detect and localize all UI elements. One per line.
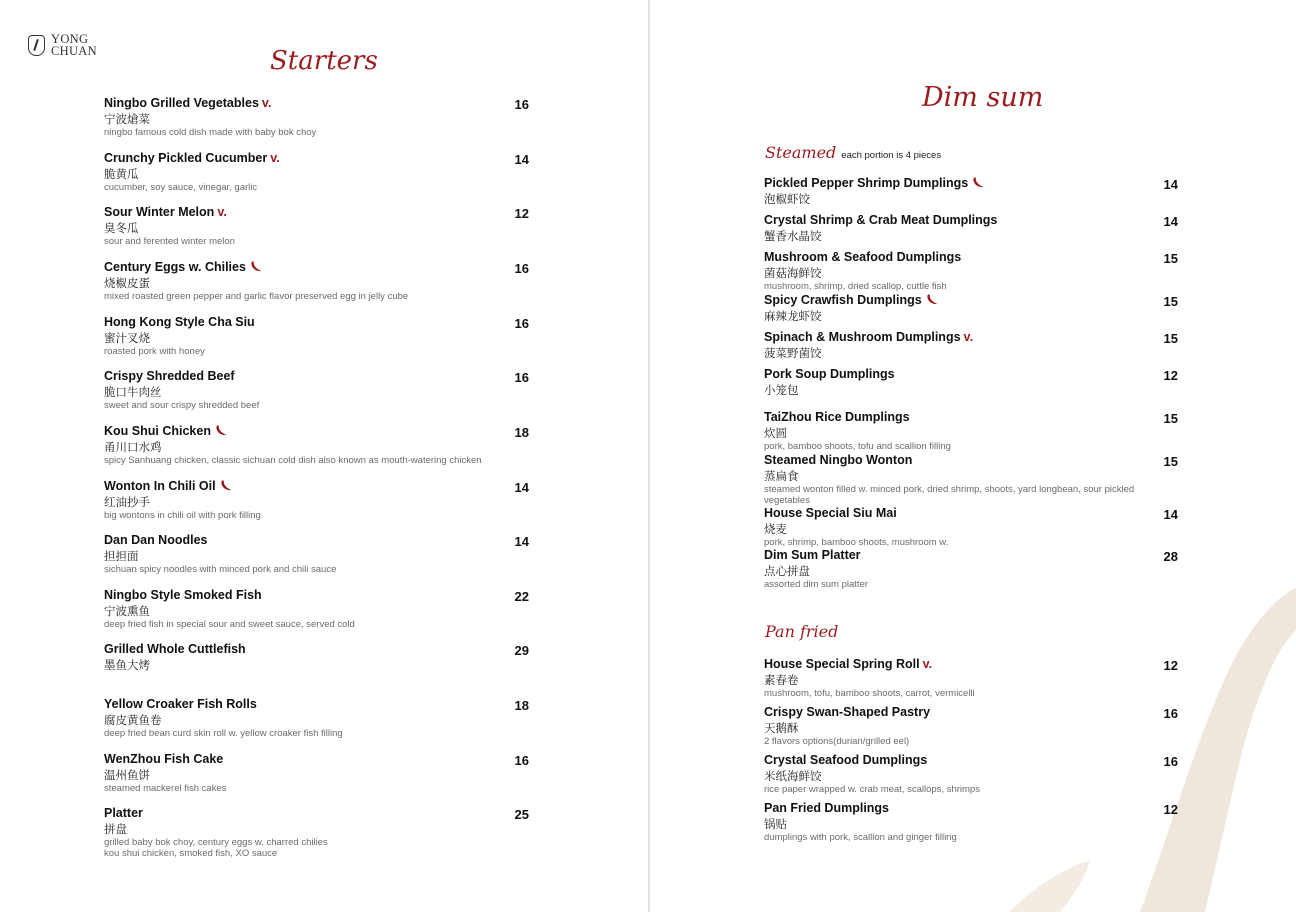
item-name-text: Spinach & Mushroom Dumplings [764,330,961,344]
steamed-title: Steamed [765,143,837,162]
right-page [650,0,1296,912]
item-name-text: Crispy Swan-Shaped Pastry [764,705,931,719]
item-chinese-name: 宁波熗菜 [104,112,150,126]
item-name-text: TaiZhou Rice Dumplings [764,410,910,424]
item-price: 15 [1163,251,1178,266]
item-price: 12 [1163,368,1178,383]
item-description: grilled baby bok choy, century eggs w. charred chilies [104,837,328,848]
item-chinese-name: 菠菜野菌饺 [764,346,822,360]
item-name-text: Spicy Crawfish Dumplings [764,293,922,307]
item-description-line2: kou shui chicken, smoked fish, XO sauce [104,848,278,859]
item-description: rice paper wrapped w. crab meat, scallops, shrimps [764,784,980,795]
steamed-item [764,213,1136,244]
item-description: mushroom, shrimp, dried scallop, cuttle fish [764,281,947,292]
item-chinese-name: 臭冬瓜 [104,221,139,235]
panfried-title: Pan fried [765,622,839,641]
item-name [104,424,504,439]
item-chinese-name: 脆口牛肉丝 [104,385,162,399]
item-chinese-name: 炊圆 [764,426,787,440]
item-price: 29 [514,643,529,658]
item-price: 14 [1163,214,1178,229]
chili-pepper-icon [215,425,227,436]
item-price: 18 [514,698,529,713]
item-chinese-name: 烧椒皮蛋 [104,276,150,290]
chili-pepper-icon [972,177,984,188]
item-price: 22 [514,589,529,604]
item-description: pork, shrimp, bamboo shoots, mushroom w. [764,537,949,548]
item-description: ningbo famous cold dish made with baby bok choy [104,127,317,138]
item-name [104,151,504,166]
starter-item [104,205,504,247]
item-description: mixed roasted green pepper and garlic flavor preserved egg in jelly cube [104,291,409,302]
item-description: steamed mackerel fish cakes [104,783,227,794]
steamed-item [764,506,1136,548]
item-name [764,753,1136,768]
panfried-item [764,705,1136,747]
item-description: sweet and sour crispy shredded beef [104,400,260,411]
item-name-text: Steamed Ningbo Wonton [764,453,913,467]
item-chinese-name: 菌菇海鲜饺 [764,266,822,280]
item-name [104,806,504,821]
steamed-item [764,293,1136,324]
item-name [104,479,504,494]
brand-name [51,33,97,57]
item-description: roasted pork with honey [104,346,205,357]
item-name-text: Ningbo Style Smoked Fish [104,588,262,602]
item-chinese-name: 蒸扁食 [764,469,799,483]
vegetarian-badge: v. [963,330,974,344]
item-description: sour and ferented winter melon [104,236,235,247]
starter-item [104,315,504,357]
starter-item [104,96,504,138]
item-name-text: Hong Kong Style Cha Siu [104,315,255,329]
item-price: 14 [1163,507,1178,522]
chili-pepper-icon [220,480,232,491]
item-name [764,548,1136,563]
item-name-text: House Special Siu Mai [764,506,897,520]
item-name [764,330,1136,345]
item-name-text: Dim Sum Platter [764,548,861,562]
item-name-text: Sour Winter Melon [104,205,215,219]
steamed-heading [765,143,941,162]
item-name-text: Ningbo Grilled Vegetables [104,96,259,110]
item-name [764,657,1136,672]
item-chinese-name: 蜜汁叉烧 [104,331,150,345]
item-price: 16 [514,261,529,276]
starter-item [104,588,504,630]
item-name-text: Mushroom & Seafood Dumplings [764,250,962,264]
steamed-item [764,176,1136,207]
item-chinese-name: 腐皮黄鱼卷 [104,713,162,727]
item-chinese-name: 红油抄手 [104,495,150,509]
item-name-text: Kou Shui Chicken [104,424,211,438]
item-name-text: Dan Dan Noodles [104,533,208,547]
starter-item [104,642,504,673]
item-price: 16 [514,316,529,331]
item-name-text: Pan Fried Dumplings [764,801,890,815]
item-name-text: Pickled Pepper Shrimp Dumplings [764,176,969,190]
dimsum-title: Dim sum [922,82,1044,113]
item-name-text: Grilled Whole Cuttlefish [104,642,246,656]
item-price: 16 [1163,706,1178,721]
item-chinese-name: 点心拼盘 [764,564,810,578]
item-name [764,453,1136,468]
item-chinese-name: 烧麦 [764,522,787,536]
steamed-item [764,250,1136,292]
chili-pepper-icon [250,261,262,272]
item-name [104,588,504,603]
chili-pepper-icon [926,294,938,305]
item-chinese-name: 天鹅酥 [764,721,799,735]
item-name [104,533,504,548]
starter-item [104,151,504,193]
brand-line2: CHUAN [51,44,97,58]
item-name [764,293,1136,308]
item-name [104,260,504,275]
starter-item [104,424,504,466]
item-name-text: WenZhou Fish Cake [104,752,224,766]
item-price: 16 [514,753,529,768]
item-name [764,213,1136,228]
steamed-item [764,330,1136,361]
vegetarian-badge: v. [270,151,280,165]
item-chinese-name: 甬川口水鸡 [104,440,162,454]
item-price: 12 [1163,802,1178,817]
item-chinese-name: 宁波熏鱼 [104,604,150,618]
item-description: spicy Sanhuang chicken, classic sichuan cold dish also known as mouth-watering chicken [104,455,482,466]
item-price: 14 [514,534,529,549]
starters-title: Starters [270,46,378,76]
item-price: 14 [514,480,529,495]
item-price: 25 [514,807,529,822]
steamed-note: each portion is 4 pieces [841,150,942,161]
item-price: 12 [1163,658,1178,673]
item-name [764,367,1136,382]
item-price: 14 [1163,177,1178,192]
starter-item [104,369,504,411]
item-name-text: Crispy Shredded Beef [104,369,235,383]
item-description: mushroom, tofu, bamboo shoots, carrot, vermicelli [764,688,975,699]
item-description: assorted dim sum platter [764,579,869,590]
panfried-item [764,801,1136,843]
item-price: 18 [514,425,529,440]
item-name [764,410,1136,425]
item-name [104,315,504,330]
item-description: deep fried bean curd skin roll w. yellow croaker fish filling [104,728,343,739]
item-name [104,369,504,384]
item-description: big wontons in chili oil with pork filling [104,510,261,521]
steamed-item [764,367,1136,398]
item-description: cucumber, soy sauce, vinegar, garlic [104,182,258,193]
item-name-text: Yellow Croaker Fish Rolls [104,697,257,711]
vegetarian-badge: v. [261,96,272,110]
brand-line1: YONG [51,32,89,46]
starter-item [104,260,504,302]
item-name [764,801,1136,816]
item-name [104,96,504,111]
panfried-item [764,657,1136,699]
item-name [104,752,504,767]
item-description: dumplings with pork, scallion and ginger filling [764,832,957,843]
item-name-text: Wonton In Chili Oil [104,479,216,493]
item-price: 16 [1163,754,1178,769]
item-chinese-name: 担担面 [104,549,139,563]
vegetarian-badge: v. [922,657,933,671]
item-description: steamed wonton filled w. minced pork, dried shrimp, shoots, yard longbean, sour pickled vegetables [764,484,1135,506]
item-name [764,705,1136,720]
starter-item [104,806,504,859]
item-name-text: Platter [104,806,143,820]
item-chinese-name: 蟹香水晶饺 [764,229,822,243]
item-price: 15 [1163,411,1178,426]
item-chinese-name: 素春卷 [764,673,799,687]
item-chinese-name: 拼盘 [104,822,127,836]
steamed-item [764,548,1136,590]
item-price: 28 [1163,549,1178,564]
item-chinese-name: 麻辣龙虾饺 [764,309,822,323]
item-price: 14 [514,152,529,167]
item-description: sichuan spicy noodles with minced pork and chili sauce [104,564,337,575]
starter-item [104,533,504,575]
steamed-item [764,453,1136,506]
item-price: 15 [1163,331,1178,346]
item-chinese-name: 泡椒虾饺 [764,192,810,206]
item-name [104,642,504,657]
item-chinese-name: 脆黄瓜 [104,167,139,181]
item-name-text: Pork Soup Dumplings [764,367,895,381]
item-description: deep fried fish in special sour and sweet sauce, served cold [104,619,355,630]
item-price: 16 [514,97,529,112]
starter-item [104,752,504,794]
item-name-text: House Special Spring Roll [764,657,920,671]
item-name [764,250,1136,265]
item-name-text: Crystal Seafood Dumplings [764,753,928,767]
item-name-text: Century Eggs w. Chilies [104,260,246,274]
item-name [764,176,1136,191]
item-chinese-name: 锅贴 [764,817,787,831]
item-name-text: Crunchy Pickled Cucumber [104,151,268,165]
starter-item [104,697,504,739]
panfried-item [764,753,1136,795]
item-description: 2 flavors options(durian/grilled eel) [764,736,910,747]
item-price: 16 [514,370,529,385]
steamed-item [764,410,1136,452]
item-name [764,506,1136,521]
vegetarian-badge: v. [217,205,227,219]
item-chinese-name: 温州鱼饼 [104,768,150,782]
item-chinese-name: 小笼包 [764,383,799,397]
item-name [104,205,504,220]
starter-item [104,479,504,521]
item-description: pork, bamboo shoots, tofu and scallion filling [764,441,951,452]
item-price: 15 [1163,294,1178,309]
brand-logo [28,33,97,57]
item-price: 12 [514,206,529,221]
item-chinese-name: 墨鱼大烤 [104,658,150,672]
item-chinese-name: 米纸海鲜饺 [764,769,822,783]
logo-mark-icon [28,35,45,56]
item-price: 15 [1163,454,1178,469]
item-name-text: Crystal Shrimp & Crab Meat Dumplings [764,213,998,227]
item-name [104,697,504,712]
